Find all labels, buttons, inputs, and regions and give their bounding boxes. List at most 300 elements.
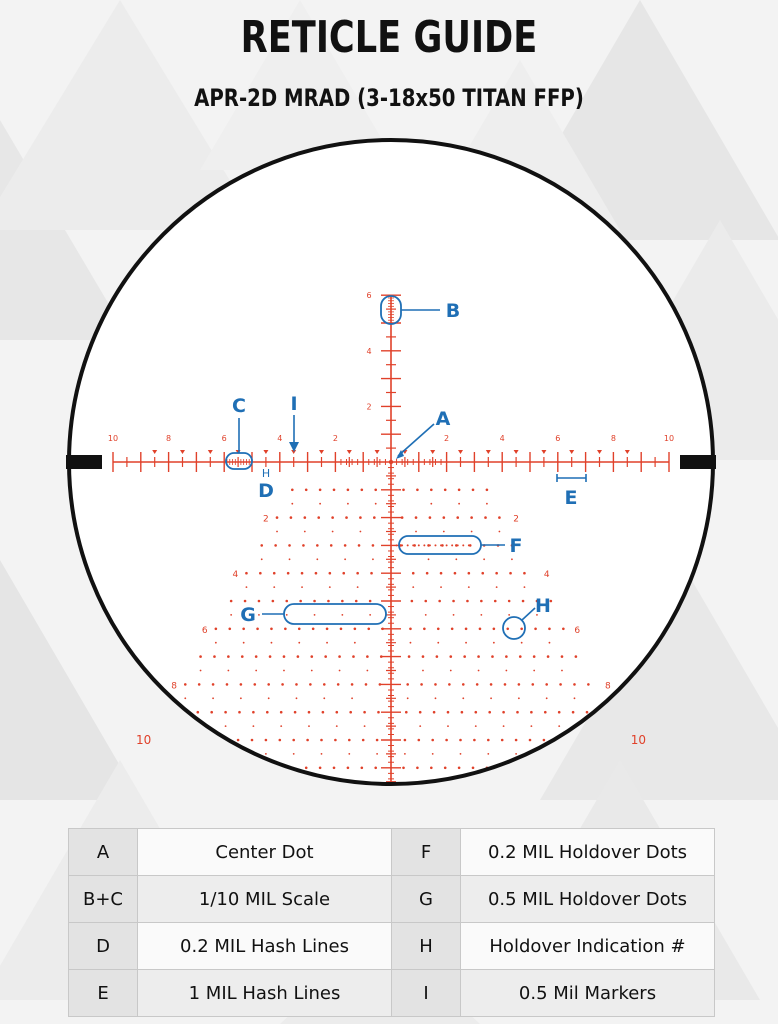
- holdover-dot-0.5-mil: [452, 600, 455, 603]
- holdover-dot-0.5-mil: [558, 711, 561, 714]
- holdover-dot-0.5-mil: [305, 767, 308, 770]
- holdover-dot-0.2-mil: [280, 725, 282, 727]
- holdover-dot-0.5-mil: [533, 655, 536, 658]
- table-row: [69, 923, 715, 970]
- holdover-dot-0.5-mil: [266, 711, 269, 714]
- holdover-dot-0.2-mil: [586, 725, 588, 727]
- holdover-dot-0.2-mil: [465, 642, 467, 644]
- holdover-dot-0.2-mil: [483, 558, 485, 560]
- holdover-dot-0.2-mil: [462, 544, 464, 546]
- holdover-dot-0.2-mil: [561, 670, 563, 672]
- holdover-dot-0.2-mil: [258, 614, 260, 616]
- holdover-dot-0.5-mil: [330, 544, 333, 547]
- holdover-dot-0.5-mil: [242, 628, 245, 631]
- holdover-dot-0.5-mil: [509, 572, 512, 575]
- holdover-dot-0.5-mil: [445, 739, 448, 742]
- holdover-dot-0.5-mil: [487, 739, 490, 742]
- holdover-dot-0.5-mil: [351, 683, 354, 686]
- holdover-dot-0.2-mil: [255, 670, 257, 672]
- holdover-dot-0.5-mil: [508, 600, 511, 603]
- legend-desc: 0.5 Mil Markers: [461, 970, 715, 1017]
- holdover-dot-0.5-mil: [342, 572, 345, 575]
- holdover-dot-0.2-mil: [227, 670, 229, 672]
- holdover-dot-0.5-mil: [198, 683, 201, 686]
- holdover-dot-0.5-mil: [241, 655, 244, 658]
- holdover-dot-0.2-mil: [407, 697, 409, 699]
- holdover-dot-0.2-mil: [230, 614, 232, 616]
- holdover-dot-0.5-mil: [253, 683, 256, 686]
- holdover-dot-0.5-mil: [352, 655, 355, 658]
- holdover-dot-0.5-mil: [408, 655, 411, 658]
- holdover-dot-0.5-mil: [269, 655, 272, 658]
- holdover-dot-0.5-mil: [345, 516, 348, 519]
- holdover-dot-0.2-mil: [462, 697, 464, 699]
- holdover-dot-0.5-mil: [586, 711, 589, 714]
- holdover-dot-0.5-mil: [338, 655, 341, 658]
- holdover-dot-0.5-mil: [363, 711, 366, 714]
- holdover-dot-0.5-mil: [194, 767, 197, 770]
- holdover-dot-0.2-mil: [429, 544, 431, 546]
- holdover-dot-0.5-mil: [436, 655, 439, 658]
- holdover-dot-0.5-mil: [522, 600, 525, 603]
- holdover-dot-0.2-mil: [225, 725, 227, 727]
- legend-desc: 1 MIL Hash Lines: [138, 970, 392, 1017]
- legend-desc: 1/10 MIL Scale: [138, 876, 392, 923]
- holdover-dot-0.5-mil: [458, 767, 461, 770]
- center-dot: [389, 460, 393, 464]
- holdover-dot-0.5-mil: [473, 739, 476, 742]
- horizontal-number: 10: [663, 434, 675, 443]
- holdover-dot-0.2-mil: [237, 753, 239, 755]
- holdover-dot-0.2-mil: [396, 544, 398, 546]
- holdover-dot-0.5-mil: [333, 489, 336, 492]
- holdover-dot-0.5-mil: [256, 628, 259, 631]
- holdover-dot-0.5-mil: [559, 683, 562, 686]
- holdover-dot-0.5-mil: [474, 711, 477, 714]
- holdover-dot-0.5-mil: [548, 628, 551, 631]
- holdover-dot-0.5-mil: [379, 683, 382, 686]
- holdover-dot-0.5-mil: [600, 711, 603, 714]
- holdover-dot-0.5-mil: [167, 739, 170, 742]
- horizontal-number: 10: [107, 434, 119, 443]
- holdover-dot-0.5-mil: [380, 655, 383, 658]
- holdover-dot-0.2-mil: [329, 586, 331, 588]
- holdover-dot-0.2-mil: [243, 642, 245, 644]
- holdover-number: 10: [135, 733, 152, 747]
- holdover-dot-0.2-mil: [453, 614, 455, 616]
- holdover-dot-0.5-mil: [423, 628, 426, 631]
- holdover-dot-0.2-mil: [404, 753, 406, 755]
- holdover-dot-0.2-mil: [415, 531, 417, 533]
- callout-label: D: [258, 480, 274, 502]
- holdover-dot-0.5-mil: [302, 544, 305, 547]
- holdover-dot-0.2-mil: [169, 725, 171, 727]
- holdover-dot-0.5-mil: [463, 655, 466, 658]
- holdover-dot-0.5-mil: [491, 655, 494, 658]
- holdover-dot-0.5-mil: [335, 711, 338, 714]
- holdover-dot-0.2-mil: [558, 725, 560, 727]
- holdover-dot-0.5-mil: [301, 572, 304, 575]
- holdover-dot-0.2-mil: [434, 544, 436, 546]
- holdover-dot-0.5-mil: [570, 739, 573, 742]
- holdover-dot-0.5-mil: [404, 739, 407, 742]
- page-subtitle: APR-2D MRAD (3-18x50 TITAN FFP): [194, 84, 584, 112]
- holdover-dot-0.5-mil: [513, 767, 516, 770]
- holdover-dot-0.5-mil: [434, 683, 437, 686]
- holdover-dot-0.5-mil: [329, 572, 332, 575]
- holdover-dot-0.2-mil: [515, 753, 517, 755]
- holdover-dot-0.5-mil: [468, 572, 471, 575]
- legend-desc: Holdover Indication #: [461, 923, 715, 970]
- holdover-dot-0.2-mil: [508, 614, 510, 616]
- holdover-dot-0.2-mil: [468, 544, 470, 546]
- holdover-dot-0.5-mil: [376, 739, 379, 742]
- holdover-dot-0.5-mil: [284, 628, 287, 631]
- holdover-dot-0.5-mil: [431, 739, 434, 742]
- holdover-dot-0.2-mil: [425, 614, 427, 616]
- holdover-dot-0.2-mil: [304, 531, 306, 533]
- holdover-dot-0.5-mil: [494, 600, 497, 603]
- holdover-dot-0.5-mil: [359, 516, 362, 519]
- holdover-dot-0.5-mil: [258, 600, 261, 603]
- holdover-dot-0.2-mil: [432, 753, 434, 755]
- holdover-dot-0.5-mil: [298, 628, 301, 631]
- holdover-dot-0.5-mil: [222, 767, 225, 770]
- holdover-dot-0.2-mil: [423, 544, 425, 546]
- holdover-dot-0.2-mil: [410, 642, 412, 644]
- holdover-dot-0.5-mil: [367, 628, 370, 631]
- holdover-dot-0.5-mil: [279, 739, 282, 742]
- holdover-dot-0.2-mil: [344, 558, 346, 560]
- holdover-dot-0.5-mil: [277, 767, 280, 770]
- holdover-dot-0.5-mil: [138, 767, 141, 770]
- holdover-dot-0.5-mil: [291, 489, 294, 492]
- holdover-dot-0.5-mil: [418, 739, 421, 742]
- holdover-dot-0.5-mil: [226, 683, 229, 686]
- holdover-dot-0.5-mil: [401, 516, 404, 519]
- holdover-dot-0.5-mil: [545, 683, 548, 686]
- holdover-dot-0.5-mil: [501, 739, 504, 742]
- holdover-dot-0.5-mil: [430, 489, 433, 492]
- holdover-dot-0.5-mil: [355, 600, 358, 603]
- holdover-dot-0.5-mil: [333, 767, 336, 770]
- legend-key: G: [392, 876, 461, 923]
- horizontal-number: 6: [555, 434, 561, 443]
- holdover-dot-0.5-mil: [288, 544, 291, 547]
- holdover-dot-0.2-mil: [533, 670, 535, 672]
- holdover-dot-0.2-mil: [419, 725, 421, 727]
- holdover-dot-0.2-mil: [401, 544, 403, 546]
- holdover-number: 2: [513, 514, 519, 525]
- legend-desc: 0.2 MIL Hash Lines: [138, 923, 392, 970]
- callout-label: F: [509, 535, 523, 557]
- holdover-dot-0.5-mil: [429, 516, 432, 519]
- holdover-dot-0.2-mil: [182, 753, 184, 755]
- holdover-dot-0.5-mil: [327, 600, 330, 603]
- holdover-dot-0.5-mil: [402, 489, 405, 492]
- holdover-dot-0.5-mil: [212, 683, 215, 686]
- holdover-number: 4: [543, 570, 550, 581]
- holdover-dot-0.2-mil: [319, 503, 321, 505]
- horizontal-number: 8: [166, 434, 172, 443]
- holdover-dot-0.5-mil: [381, 628, 384, 631]
- holdover-dot-0.5-mil: [356, 572, 359, 575]
- holdover-dot-0.2-mil: [530, 725, 532, 727]
- holdover-dot-0.5-mil: [252, 711, 255, 714]
- holdover-dot-0.2-mil: [311, 670, 313, 672]
- holdover-number: 10: [630, 733, 647, 747]
- holdover-dot-0.5-mil: [575, 655, 578, 658]
- callout-label: C: [232, 395, 246, 417]
- holdover-dot-0.5-mil: [341, 600, 344, 603]
- holdover-dot-0.2-mil: [372, 558, 374, 560]
- holdover-dot-0.5-mil: [372, 544, 375, 547]
- holdover-dot-0.2-mil: [348, 753, 350, 755]
- holdover-dot-0.2-mil: [341, 614, 343, 616]
- holdover-dot-0.5-mil: [209, 739, 212, 742]
- holdover-dot-0.5-mil: [465, 628, 468, 631]
- holdover-dot-0.2-mil: [455, 558, 457, 560]
- holdover-dot-0.2-mil: [293, 753, 295, 755]
- post-left: [66, 455, 102, 469]
- holdover-dot-0.5-mil: [349, 711, 352, 714]
- holdover-dot-0.2-mil: [511, 558, 513, 560]
- holdover-dot-0.2-mil: [268, 697, 270, 699]
- holdover-dot-0.2-mil: [212, 697, 214, 699]
- legend-desc: 0.5 MIL Holdover Dots: [461, 876, 715, 923]
- holdover-dot-0.5-mil: [377, 711, 380, 714]
- holdover-dot-0.2-mil: [301, 586, 303, 588]
- holdover-dot-0.5-mil: [308, 711, 311, 714]
- holdover-dot-0.5-mil: [273, 572, 276, 575]
- holdover-dot-0.2-mil: [437, 642, 439, 644]
- holdover-dot-0.2-mil: [261, 558, 263, 560]
- holdover-dot-0.2-mil: [339, 670, 341, 672]
- holdover-dot-0.5-mil: [409, 628, 412, 631]
- holdover-dot-0.2-mil: [422, 670, 424, 672]
- holdover-dot-0.5-mil: [251, 739, 254, 742]
- holdover-dot-0.5-mil: [316, 544, 319, 547]
- legend-key: I: [392, 970, 461, 1017]
- holdover-dot-0.5-mil: [354, 628, 357, 631]
- holdover-dot-0.5-mil: [228, 628, 231, 631]
- holdover-dot-0.2-mil: [468, 586, 470, 588]
- holdover-dot-0.2-mil: [332, 531, 334, 533]
- holdover-dot-0.2-mil: [418, 544, 420, 546]
- holdover-dot-0.2-mil: [184, 697, 186, 699]
- holdover-dot-0.2-mil: [626, 753, 628, 755]
- holdover-dot-0.5-mil: [265, 739, 268, 742]
- holdover-number: 6: [201, 625, 208, 636]
- holdover-dot-0.5-mil: [527, 767, 530, 770]
- holdover-dot-0.5-mil: [215, 628, 218, 631]
- holdover-dot-0.5-mil: [481, 572, 484, 575]
- holdover-dot-0.5-mil: [472, 489, 475, 492]
- holdover-dot-0.2-mil: [314, 614, 316, 616]
- holdover-dot-0.5-mil: [181, 739, 184, 742]
- holdover-dot-0.2-mil: [291, 503, 293, 505]
- holdover-dot-0.5-mil: [479, 628, 482, 631]
- holdover-dot-0.5-mil: [249, 767, 252, 770]
- holdover-number: 8: [171, 681, 178, 692]
- holdover-number: 8: [604, 681, 611, 692]
- holdover-dot-0.2-mil: [457, 544, 459, 546]
- holdover-dot-0.5-mil: [294, 711, 297, 714]
- holdover-dot-0.5-mil: [495, 572, 498, 575]
- holdover-dot-0.2-mil: [486, 503, 488, 505]
- holdover-dot-0.5-mil: [199, 655, 202, 658]
- holdover-dot-0.5-mil: [572, 711, 575, 714]
- holdover-dot-0.5-mil: [573, 683, 576, 686]
- holdover-dot-0.5-mil: [444, 489, 447, 492]
- holdover-dot-0.5-mil: [270, 628, 273, 631]
- holdover-dot-0.2-mil: [209, 753, 211, 755]
- holdover-dot-0.5-mil: [419, 711, 422, 714]
- holdover-dot-0.5-mil: [584, 739, 587, 742]
- holdover-dot-0.2-mil: [215, 642, 217, 644]
- holdover-dot-0.5-mil: [534, 628, 537, 631]
- holdover-dot-0.5-mil: [337, 683, 340, 686]
- holdover-dot-0.5-mil: [310, 655, 313, 658]
- holdover-dot-0.5-mil: [443, 516, 446, 519]
- holdover-dot-0.2-mil: [296, 697, 298, 699]
- holdover-dot-0.5-mil: [420, 683, 423, 686]
- holdover-dot-0.2-mil: [549, 642, 551, 644]
- holdover-dot-0.5-mil: [370, 572, 373, 575]
- holdover-dot-0.5-mil: [319, 489, 322, 492]
- holdover-dot-0.5-mil: [306, 739, 309, 742]
- vertical-number: 6: [366, 291, 372, 301]
- holdover-dot-0.2-mil: [471, 531, 473, 533]
- holdover-dot-0.5-mil: [315, 572, 318, 575]
- holdover-dot-0.5-mil: [260, 544, 263, 547]
- holdover-dot-0.5-mil: [440, 572, 443, 575]
- holdover-dot-0.5-mil: [319, 767, 322, 770]
- holdover-dot-0.2-mil: [487, 753, 489, 755]
- holdover-dot-0.5-mil: [625, 767, 628, 770]
- holdover-dot-0.5-mil: [562, 628, 565, 631]
- holdover-dot-0.5-mil: [280, 711, 283, 714]
- holdover-dot-0.5-mil: [611, 767, 614, 770]
- holdover-dot-0.2-mil: [351, 697, 353, 699]
- holdover-dot-0.5-mil: [477, 655, 480, 658]
- holdover-dot-0.2-mil: [574, 697, 576, 699]
- holdover-dot-0.2-mil: [430, 503, 432, 505]
- holdover-dot-0.5-mil: [374, 489, 377, 492]
- holdover-dot-0.2-mil: [354, 642, 356, 644]
- holdover-dot-0.2-mil: [321, 753, 323, 755]
- holdover-dot-0.2-mil: [197, 725, 199, 727]
- holdover-dot-0.2-mil: [271, 642, 273, 644]
- holdover-number: 6: [574, 625, 581, 636]
- holdover-dot-0.5-mil: [255, 655, 258, 658]
- holdover-dot-0.5-mil: [520, 628, 523, 631]
- holdover-dot-0.5-mil: [412, 572, 415, 575]
- holdover-dot-0.5-mil: [454, 572, 457, 575]
- holdover-dot-0.5-mil: [426, 572, 429, 575]
- holdover-dot-0.5-mil: [152, 767, 155, 770]
- holdover-dot-0.5-mil: [166, 767, 169, 770]
- callout-label: B: [445, 300, 461, 322]
- holdover-dot-0.2-mil: [571, 753, 573, 755]
- holdover-dot-0.5-mil: [324, 655, 327, 658]
- holdover-dot-0.5-mil: [358, 544, 361, 547]
- holdover-dot-0.2-mil: [543, 753, 545, 755]
- legend-table: [68, 828, 715, 1017]
- horizontal-number: 6: [221, 434, 227, 443]
- holdover-dot-0.5-mil: [530, 711, 533, 714]
- holdover-dot-0.5-mil: [317, 516, 320, 519]
- holdover-dot-0.2-mil: [308, 725, 310, 727]
- holdover-dot-0.5-mil: [224, 711, 227, 714]
- page-title: RETICLE GUIDE: [240, 12, 538, 63]
- legend-key: F: [392, 829, 461, 876]
- holdover-dot-0.5-mil: [347, 767, 350, 770]
- holdover-dot-0.5-mil: [587, 683, 590, 686]
- holdover-dot-0.5-mil: [402, 767, 405, 770]
- holdover-dot-0.5-mil: [344, 544, 347, 547]
- holdover-dot-0.5-mil: [444, 767, 447, 770]
- holdover-dot-0.5-mil: [505, 655, 508, 658]
- holdover-dot-0.2-mil: [276, 531, 278, 533]
- holdover-dot-0.2-mil: [475, 725, 477, 727]
- holdover-dot-0.5-mil: [334, 739, 337, 742]
- holdover-dot-0.5-mil: [283, 655, 286, 658]
- holdover-dot-0.2-mil: [440, 586, 442, 588]
- holdover-dot-0.5-mil: [340, 628, 343, 631]
- holdover-dot-0.5-mil: [237, 739, 240, 742]
- holdover-dot-0.5-mil: [411, 600, 414, 603]
- holdover-dot-0.5-mil: [295, 683, 298, 686]
- holdover-dot-0.5-mil: [447, 711, 450, 714]
- holdover-dot-0.5-mil: [238, 711, 241, 714]
- holdover-dot-0.5-mil: [366, 655, 369, 658]
- holdover-dot-0.5-mil: [406, 683, 409, 686]
- holdover-dot-0.2-mil: [480, 614, 482, 616]
- holdover-dot-0.5-mil: [480, 600, 483, 603]
- table-row: [69, 876, 715, 923]
- holdover-dot-0.5-mil: [448, 683, 451, 686]
- holdover-dot-0.2-mil: [240, 697, 242, 699]
- holdover-dot-0.5-mil: [547, 655, 550, 658]
- holdover-dot-0.2-mil: [376, 753, 378, 755]
- holdover-dot-0.2-mil: [521, 642, 523, 644]
- holdover-dot-0.5-mil: [597, 767, 600, 770]
- holdover-dot-0.5-mil: [361, 489, 364, 492]
- holdover-dot-0.5-mil: [569, 767, 572, 770]
- holdover-dot-0.2-mil: [200, 670, 202, 672]
- holdover-dot-0.2-mil: [369, 614, 371, 616]
- legend-key: A: [69, 829, 138, 876]
- holdover-dot-0.5-mil: [285, 600, 288, 603]
- holdover-dot-0.5-mil: [470, 516, 473, 519]
- holdover-dot-0.5-mil: [504, 683, 507, 686]
- holdover-dot-0.5-mil: [583, 767, 586, 770]
- holdover-dot-0.5-mil: [210, 711, 213, 714]
- holdover-dot-0.2-mil: [493, 642, 495, 644]
- holdover-dot-0.5-mil: [519, 655, 522, 658]
- holdover-dot-0.5-mil: [466, 600, 469, 603]
- holdover-dot-0.5-mil: [438, 600, 441, 603]
- callout-label: H: [535, 595, 551, 617]
- holdover-dot-0.5-mil: [305, 489, 308, 492]
- holdover-dot-0.5-mil: [235, 767, 238, 770]
- holdover-dot-0.2-mil: [336, 725, 338, 727]
- holdover-dot-0.2-mil: [357, 586, 359, 588]
- holdover-dot-0.2-mil: [499, 531, 501, 533]
- holdover-dot-0.5-mil: [561, 655, 564, 658]
- holdover-dot-0.5-mil: [598, 739, 601, 742]
